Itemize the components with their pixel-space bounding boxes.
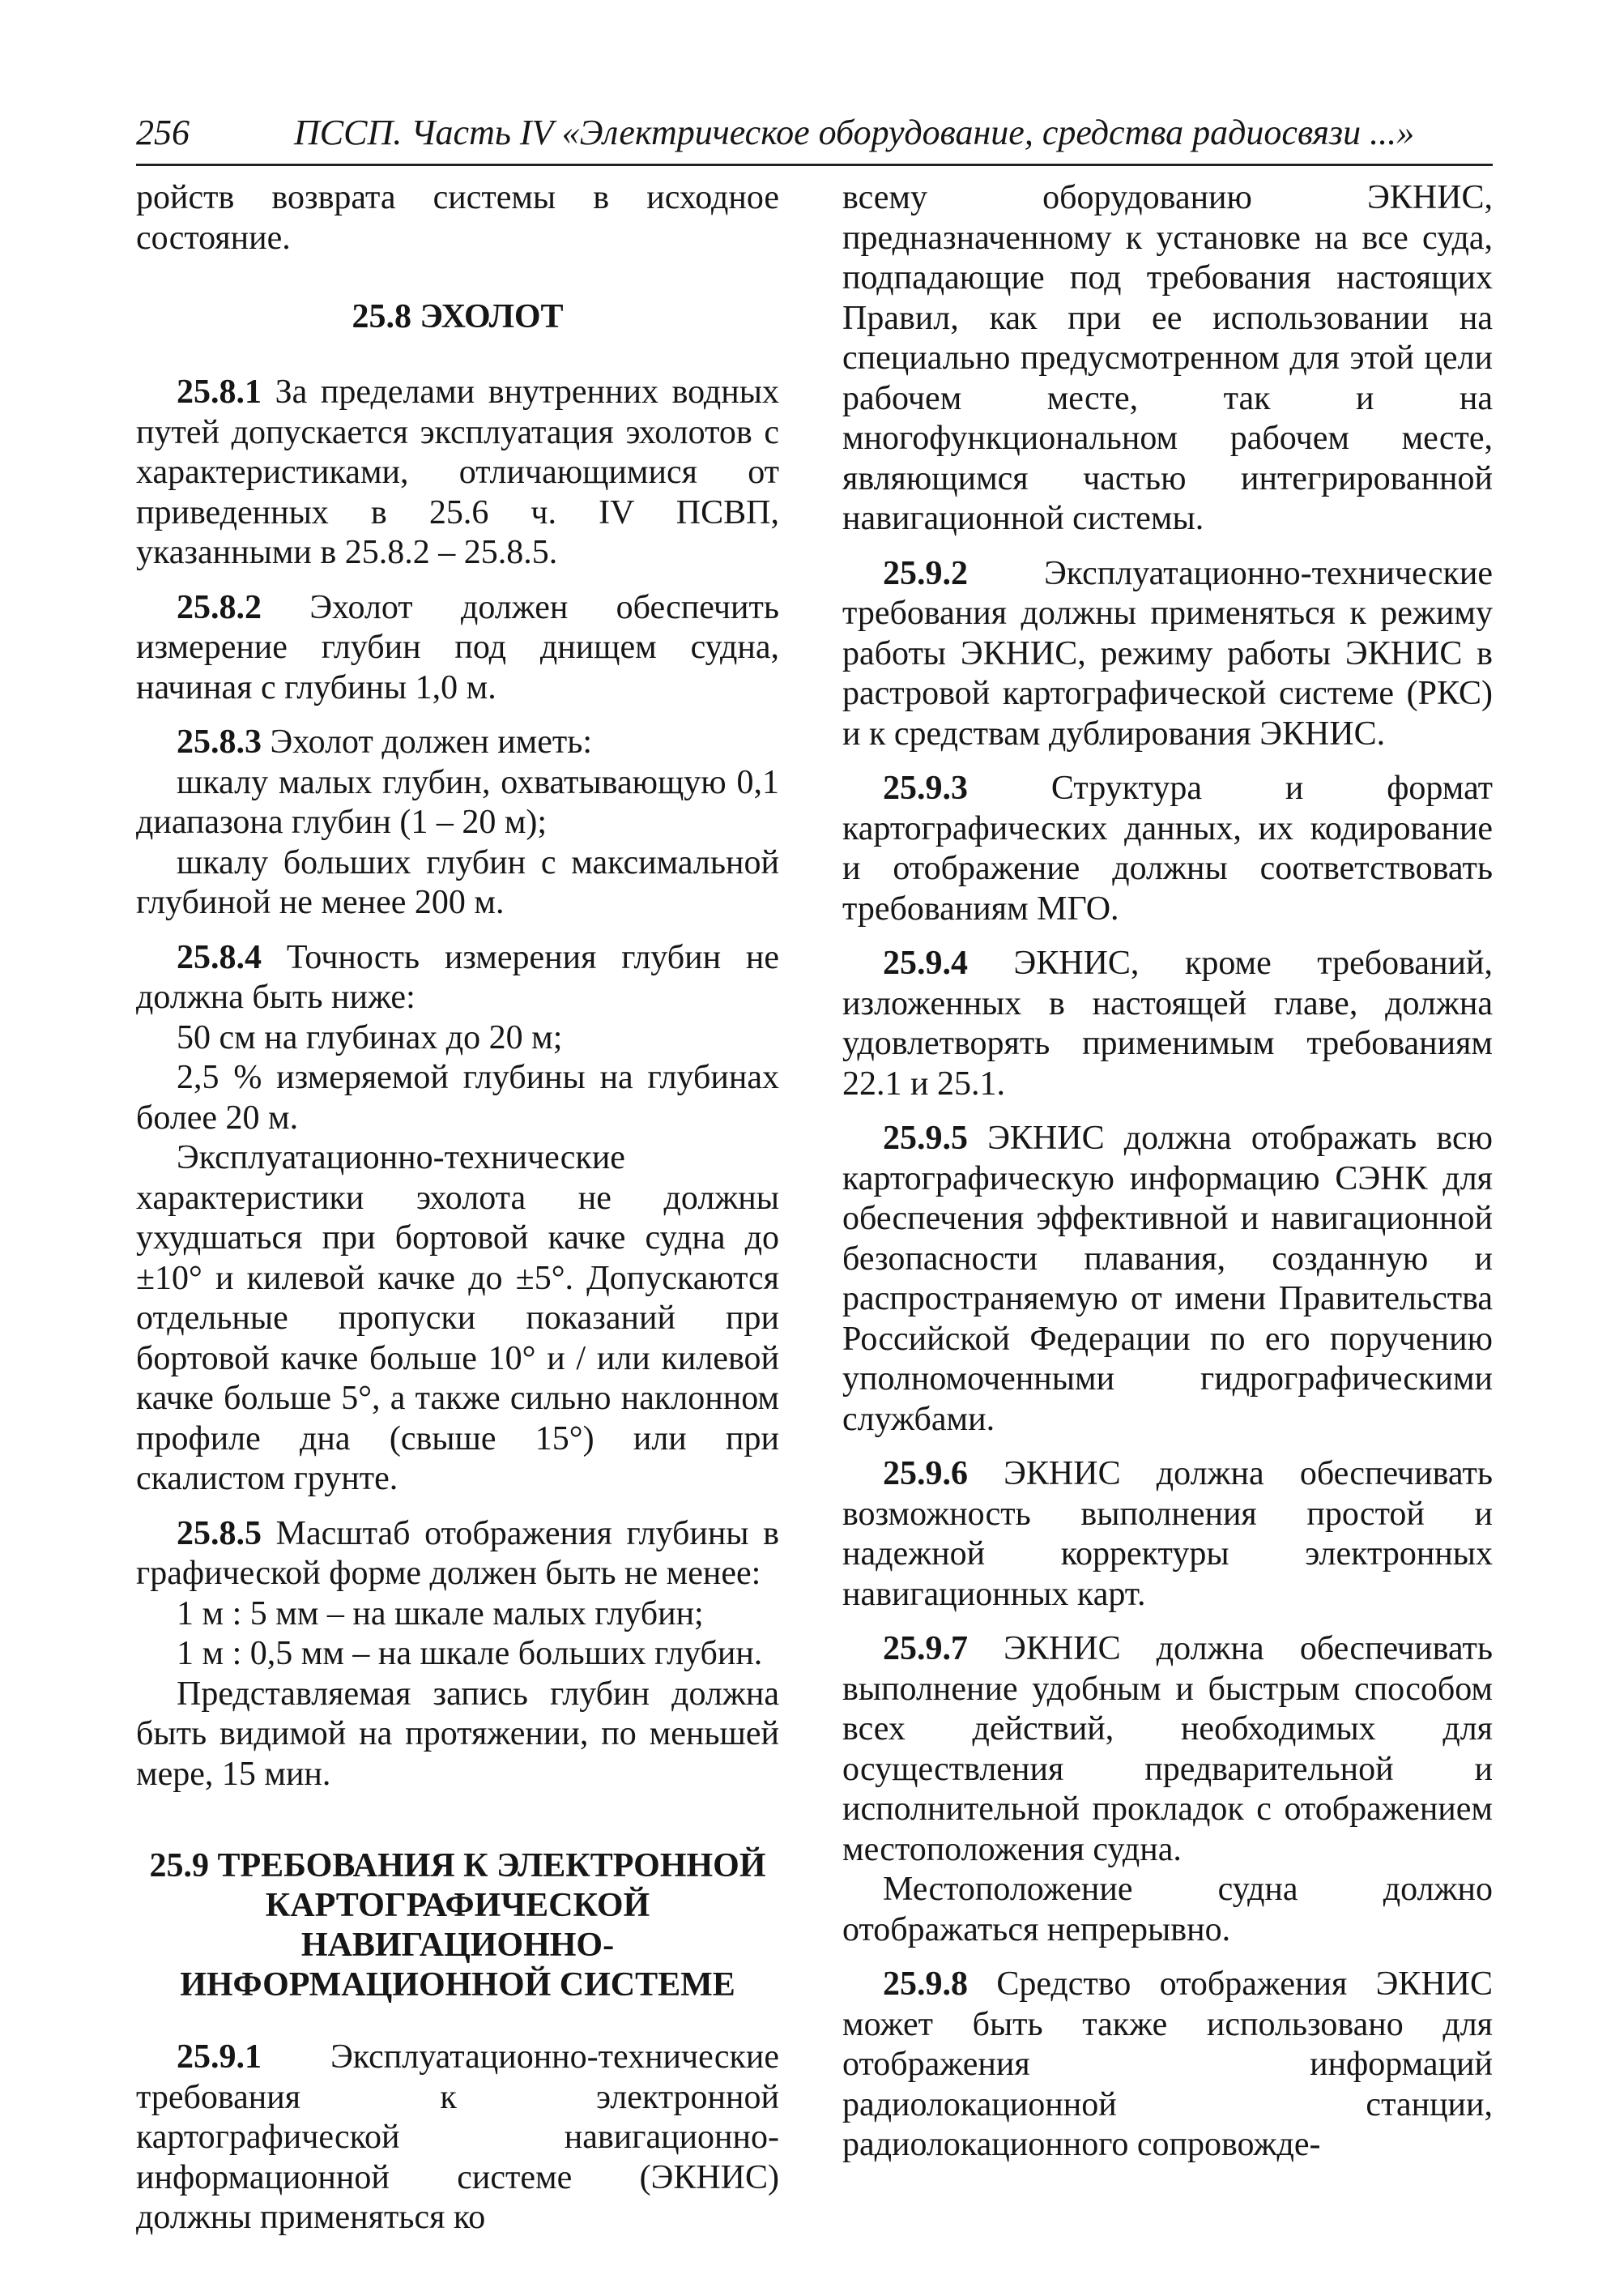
clause-number: 25.8.1 [177,373,262,411]
clause-25-9-2 [842,554,1493,755]
clause-25-9-5 [842,1119,1493,1440]
list-item: 1 м : 5 мм – на шкале малых глубин; [177,1594,704,1632]
clause-25-9-3 [842,769,1493,929]
clause-25-8-3 [136,723,779,763]
running-header [136,110,1493,166]
clause-text: Точность измерения глубин не должна быть ниже: [136,938,779,1016]
heading-line: ИНФОРМАЦИОННОЙ СИСТЕМЕ [180,1966,735,2004]
clause-number: 25.8.3 [177,723,262,761]
paragraph-continuation: всему оборудованию ЭКНИС, предназначенному к установке на все суда, подпадающие под требования настоящих Правил, как при ее использовании на специально предусмотренном для этой цели рабочем месте, так и на многофункциональном рабочем месте, являющимся частью интегрированной навигационной системы. [842,179,1493,537]
clause-number: 25.8.5 [177,1514,262,1552]
clause-text: Средство отображения ЭКНИС может быть также использовано для отображения информаций радиолокационной станции, радиолокационного сопровожде- [842,1965,1493,2163]
clause-text: ЭКНИС должна обеспечивать возможность выполнения простой и надежной корректуры электронных навигационных карт. [842,1455,1493,1613]
clause-text: ЭКНИС должна отображать всю картографическую информацию СЭНК для обеспечения эффективной и навигационной безопасности плавания, созданную и распространяемую от имени Правительства Российской Федерации по его поручению уполномоченными гидрографическими службами. [842,1120,1493,1438]
running-title: ПССП. Часть IV «Электрическое оборудование, средства радиосвязи ...» [294,113,1415,152]
clause-25-9-4 [842,944,1493,1104]
section-heading-25-8: 25.8 ЭХОЛОТ [352,298,564,335]
clause-text: ЭКНИС, кроме требований, изложенных в настоящей главе, должна удовлетворять применимым требованиям 22.1 и 25.1. [842,945,1494,1103]
clause-25-8-1 [136,373,779,574]
clause-text: Эксплуатационно-технические требования должны применяться к режиму работы ЭКНИС, режиму работы ЭКНИС в растровой картографической системе (РКС) и к средствам дублирования ЭКНИС. [842,554,1493,753]
list-item: шкалу малых глубин, охватывающую 0,1 диапазона глубин (1 – 20 м); [136,763,779,841]
clause-text: Эхолот должен иметь: [270,723,593,761]
clause-text: ЭКНИС должна обеспечивать выполнение удобным и быстрым способом всех действий, необходимых для осуществления предварительной и исполнительной прокладок с отображением местоположения судна. [842,1630,1493,1868]
heading-line: КАРТОГРАФИЧЕСКОЙ [265,1887,650,1924]
clause-text: Эхолот должен обеспечить измерение глубин под днищем судна, начиная с глубины 1,0 м. [136,588,779,706]
clause-number: 25.9.1 [177,2038,262,2076]
heading-line: 25.9 ТРЕБОВАНИЯ К ЭЛЕКТРОННОЙ [149,1847,766,1884]
clause-text: Структура и формат картографических данных, их кодирование и отображение должны соответствовать требованиям МГО. [842,770,1493,928]
clause-25-9-7 [842,1629,1493,1870]
clause-number: 25.8.4 [177,938,262,976]
clause-number: 25.9.3 [883,770,968,807]
clause-text: За пределами внутренних водных путей допускается эксплуатация эхолотов с характеристиками, отличающимися от приведенных в 25.6 ч. IV ПСВП, указанными в 25.8.2 – 25.8.5. [136,373,779,571]
clause-25-8-2 [136,588,779,709]
clause-number: 25.9.4 [883,945,968,982]
clause-number: 25.9.2 [883,554,968,592]
clause-number: 25.9.5 [883,1120,968,1157]
paragraph: Местоположение судна должно отображаться непрерывно. [842,1871,1493,1948]
clause-25-8-5 [136,1514,779,1594]
clause-number: 25.9.7 [883,1630,968,1667]
heading-line: НАВИГАЦИОННО- [300,1927,615,1964]
clause-number: 25.9.6 [883,1455,968,1492]
paragraph: Представляемая запись глубин должна быть видимой на протяжении, по меньшей мере, 15 мин. [136,1675,779,1793]
paragraph: Эксплуатационно-технические характеристики эхолота не должны ухудшаться при бортовой качке судна до ±10° и килевой качке до ±5°. Допускаются отдельные пропуски показаний при бортовой качке больше 10° и / или килевой качке больше 5°, а также сильно наклонном профиле дна (свыше 15°) или при скалистом грунте. [136,1139,779,1497]
list-item: 1 м : 0,5 мм – на шкале больших глубин. [177,1635,763,1672]
list-item: 50 см на глубинах до 20 м; [177,1018,563,1056]
clause-number: 25.8.2 [177,588,262,626]
clause-25-9-1 [136,2038,779,2238]
paragraph-continuation: ройств возврата системы в исходное состояние. [136,179,779,257]
list-item: 2,5 % измеряемой глубины на глубинах более 20 м. [136,1059,779,1137]
clause-text: Эксплуатационно-технические требования к электронной картографической навигационно-информационной системе (ЭКНИС) должны применяться ко [136,2038,779,2236]
clause-25-9-8 [842,1965,1493,2166]
clause-text: Масштаб отображения глубины в графической форме должен быть не менее: [136,1514,780,1592]
section-heading-25-9 [136,1846,779,2005]
page-number: 256 [136,113,190,152]
clause-number: 25.9.8 [883,1965,968,2003]
left-column [136,178,779,2238]
clause-25-8-4 [136,938,779,1018]
clause-25-9-6 [842,1454,1493,1615]
list-item: шкалу больших глубин с максимальной глубиной не менее 200 м. [136,843,779,921]
right-column [842,178,1493,2166]
